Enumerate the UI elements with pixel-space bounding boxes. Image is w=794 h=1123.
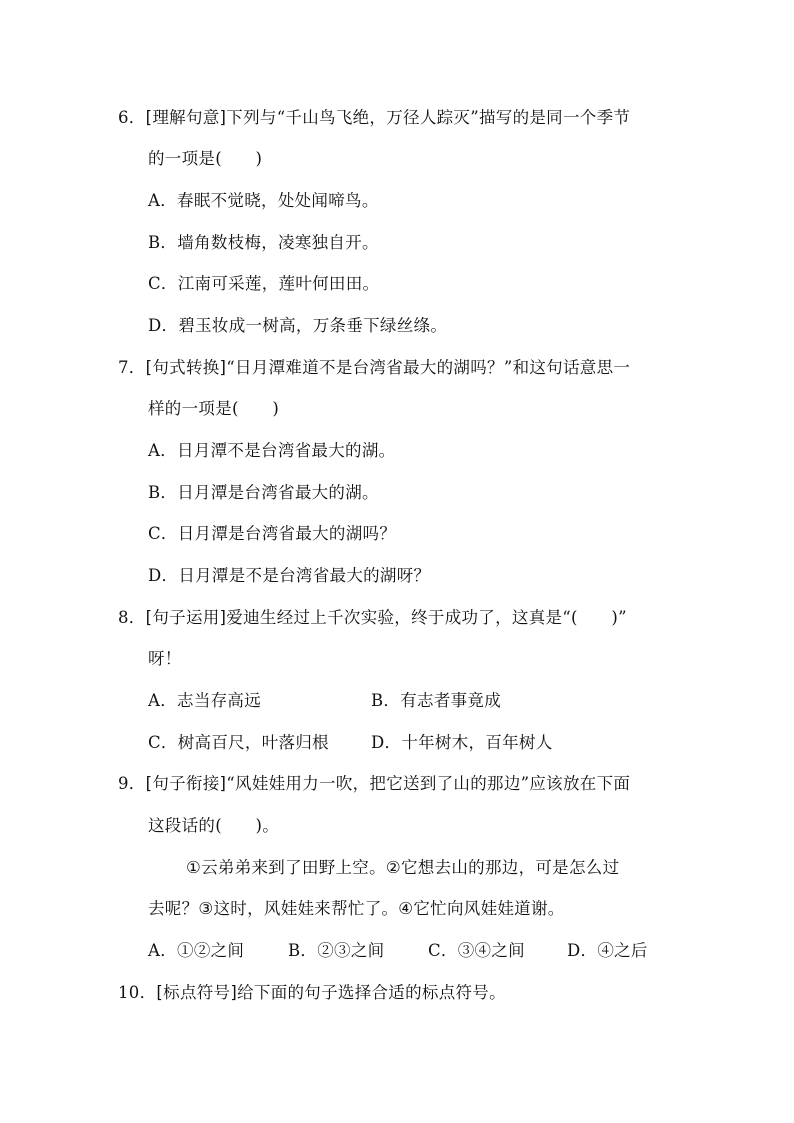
question-7-stem-cont: 样的一项是( ) [148,399,280,418]
option-c: C．日月潭是台湾省最大的湖吗？ [148,524,397,543]
question-9-stem [118,773,630,795]
option-b: B．②③之间 [288,941,385,960]
question-10-stem [118,982,506,1004]
option-b: B．日月潭是台湾省最大的湖。 [148,483,379,502]
question-tag: [句子运用] [145,608,227,627]
question-9-stem-cont: 这段话的( )。 [148,816,280,835]
passage-text-cont: 去呢？③这时，风娃娃来帮忙了。④它忙向风娃娃道谢。 [148,899,565,918]
question-number: 10． [118,983,157,1002]
question-text: “日月潭难道不是台湾省最大的湖吗？”和这句话意思一 [226,358,631,377]
option-a: A．志当存高远 [148,691,262,710]
passage-text: ①云弟弟来到了田野上空。②它想去山的那边，可是怎么过 [186,858,620,877]
question-6-stem [118,107,630,129]
option-b: B．有志者事竟成 [371,691,502,710]
question-6-stem-cont: 的一项是( ) [148,149,263,168]
question-8-stem [118,607,627,629]
question-text: “风娃娃用力一吹，把它送到了山的那边”应该放在下面 [226,774,631,793]
option-d: D．④之后 [567,941,648,960]
question-tag: [句式转换] [145,358,227,377]
option-b: B．墙角数枝梅，凌寒独自开。 [148,233,379,252]
question-number: 6． [118,108,146,127]
question-text: 爱迪生经过上千次实验，终于成功了，这真是“( )” [226,608,627,627]
option-c: C．江南可采莲，莲叶何田田。 [148,274,380,293]
question-8-stem-cont: 呀！ [148,649,182,668]
question-tag: [句子衔接] [145,774,227,793]
question-tag: [理解句意] [145,108,227,127]
question-number: 8． [118,608,146,627]
option-a: A．日月潭不是台湾省最大的湖。 [148,441,396,460]
question-7-stem [118,357,630,379]
option-d: D．日月潭是不是台湾省最大的湖呀？ [148,566,431,585]
question-text: 下列与“千山鸟飞绝，万径人踪灭”描写的是同一个季节 [226,108,631,127]
question-tag: [标点符号] [156,983,238,1002]
option-d: D．十年树木，百年树人 [371,733,553,752]
question-text: 给下面的句子选择合适的标点符号。 [237,983,506,1002]
option-a: A．春眠不觉晓，处处闻啼鸟。 [148,191,379,210]
question-number: 9． [118,774,146,793]
option-c: C．树高百尺，叶落归根 [148,733,329,752]
option-d: D．碧玉妆成一树高，万条垂下绿丝绦。 [148,316,448,335]
option-a: A．①②之间 [148,941,245,960]
question-number: 7． [118,358,146,377]
option-c: C．③④之间 [428,941,525,960]
